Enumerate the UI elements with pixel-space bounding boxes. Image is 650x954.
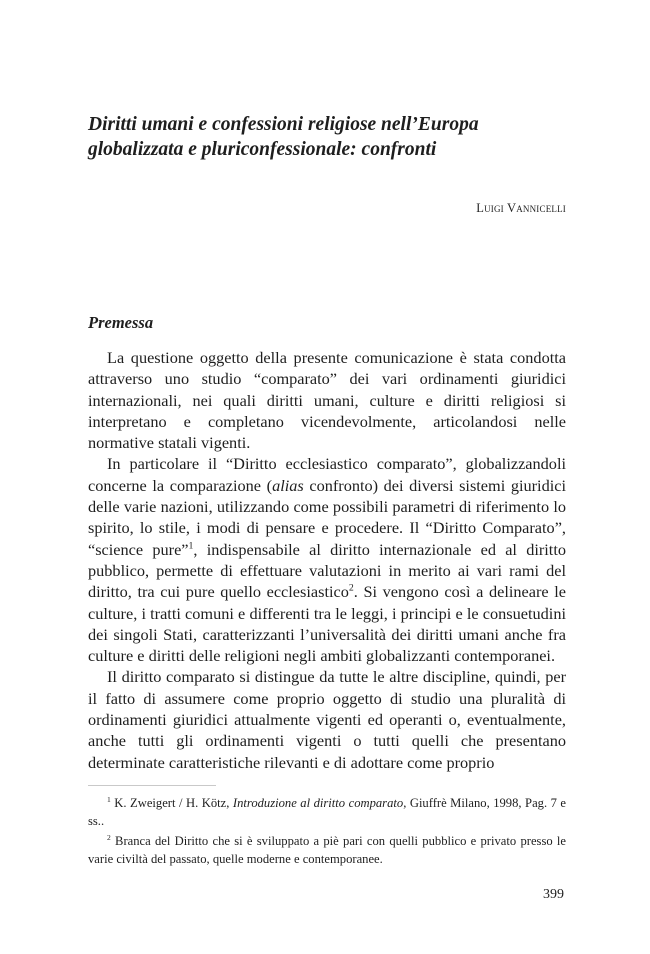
footnote: $^1$ K. Zweigert / H. Kötz, Introduzione al diritto comparato, Giuffrè Milano, 1998, Pag. 7 e ss.. bbox=[88, 794, 567, 828]
body-paragraph: La questione oggetto della presente comunicazione è stata condotta attraverso uno studio “comparato” dei vari ordinamenti giuridici internazionali, nei quali diritti umani, culture e diritti religiosi si interpretano e completano vicendevolmente, articolandosi nelle normative statali vigenti. bbox=[88, 348, 566, 453]
paper-title: Diritti umani e confessioni religiose nell’Europa globalizzata e pluriconfessionale: confronti bbox=[88, 114, 479, 160]
page-number: 399 bbox=[543, 887, 564, 902]
italic-term: alias bbox=[272, 475, 304, 495]
body-text bbox=[88, 347, 566, 773]
footnote-separator bbox=[88, 785, 216, 786]
section-heading: Premessa bbox=[88, 313, 154, 332]
footnotes bbox=[88, 795, 566, 871]
body-paragraph: Il diritto comparato si distingue da tutte le altre discipline, quindi, per il fatto di assumere come proprio oggetto di studio una pluralità di ordinamenti giuridici attualmente vigenti ed operanti o, eventualmente, anche tutti gli ordinamenti vigenti o tutti quelli che presentano determinate caratteristiche rilevanti e di adottare come proprio bbox=[88, 667, 566, 772]
footnote-ref-1[interactable]: 1 bbox=[188, 540, 194, 552]
footnote: $^2$ Branca del Diritto che si è sviluppato a piè pari con quelli pubblico e privato presso le varie civiltà del passato, quelle moderne e contemporanee. bbox=[88, 833, 566, 866]
footnote-marker: 1 bbox=[107, 794, 111, 804]
cited-book-title: Introduzione al diritto comparato bbox=[232, 796, 404, 810]
footnote-ref-2[interactable]: 2 bbox=[348, 582, 354, 594]
author-name: Luigi Vannicelli bbox=[476, 201, 566, 215]
footnote-marker: 2 bbox=[107, 833, 111, 842]
body-paragraph: In particolare il “Diritto ecclesiastico comparato”, globalizzandoli concerne la comparazione (alias confronto) dei diversi sistemi giuridici delle varie nazioni, utilizzando come possibili parametri di riferimento lo spirito, lo stile, i modi di pensare e procedere. Il “Diritto Comparato”, “science pure”$^1$, indispensabile al diritto internazionale ed al diritto pubblico, permette di effettuare valutazioni in merito ai vari rami del diritto, tra cui pure quello ecclesiastico$^2$. Si vengono così a delineare le culture, i tratti comuni e differenti tra le leggi, i principi e le consuetudini dei singoli Stati, caratterizzanti l’universalità dei diritti umani anche fra culture e diritti delle religioni negli ambiti globalizzanti contemporanei. bbox=[88, 454, 567, 666]
